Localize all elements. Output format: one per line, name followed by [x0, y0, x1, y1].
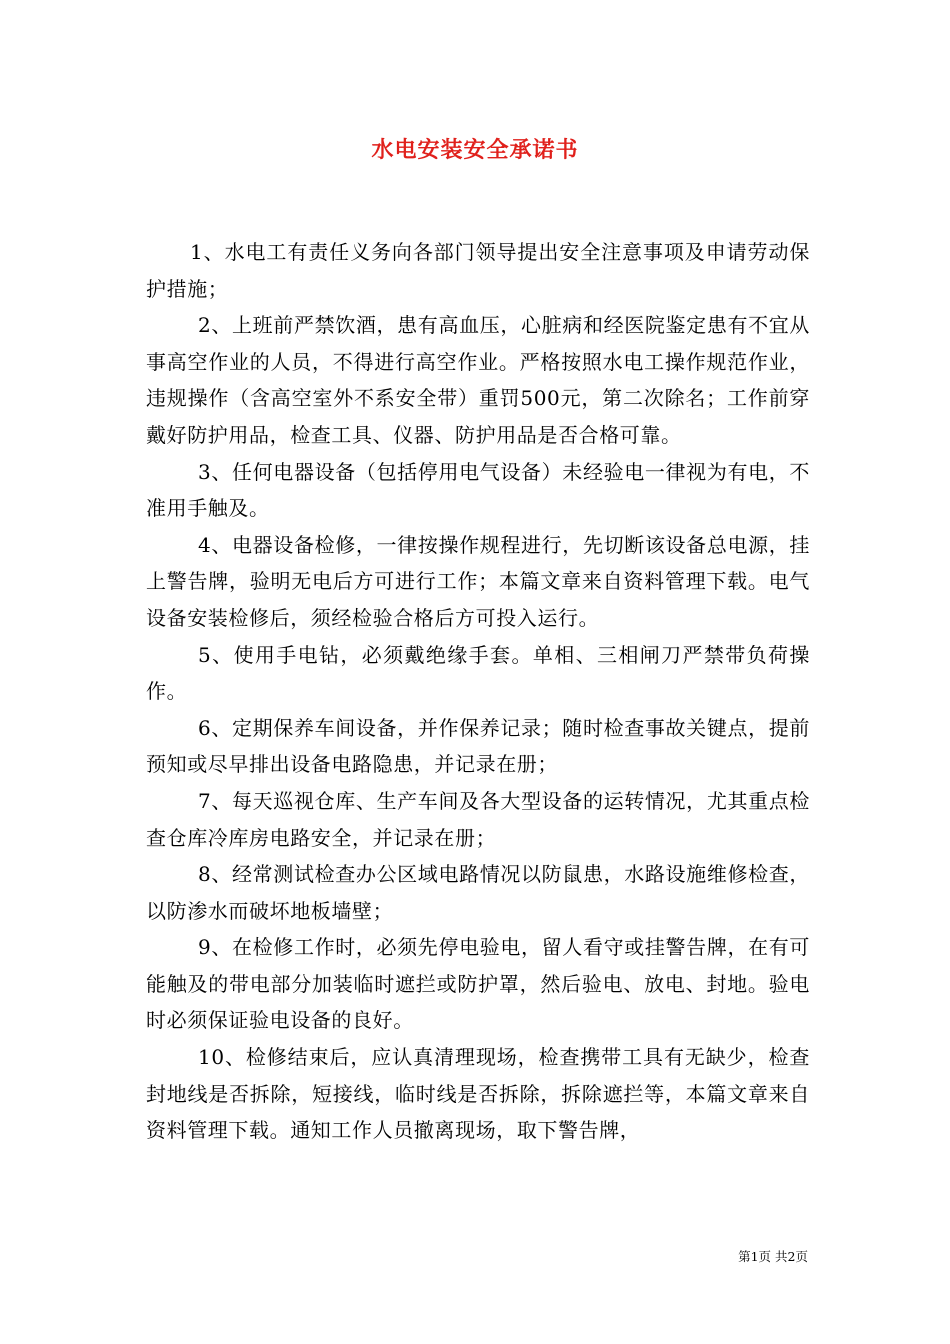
paragraph-5: 5、使用手电钻，必须戴绝缘手套。单相、三相闸刀严禁带负荷操作。: [146, 642, 810, 704]
paragraph-1: 1、水电工有责任义务向各部门领导提出安全注意事项及申请劳动保护措施；: [146, 240, 810, 301]
document-body: [146, 234, 810, 1149]
paragraph-4: 4、电器设备检修，一律按操作规程进行，先切断该设备总电源，挂上警告牌，验明无电后方可进行工作；本篇文章来自资料管理下载。电气设备安装检修后，须经检验合格后方可投入运行。: [146, 532, 810, 630]
paragraph-8: 8、经常测试检查办公区域电路情况以防鼠患，水路设施维修检查，以防渗水而破坏地板墙壁；: [146, 862, 810, 923]
paragraph-6: 6、定期保养车间设备，并作保养记录；随时检查事故关键点，提前预知或尽早排出设备电路隐患，并记录在册；: [146, 715, 810, 777]
document-title: 水电安装安全承诺书: [371, 137, 579, 163]
paragraph-10: 10、检修结束后，应认真清理现场，检查携带工具有无缺少，检查封地线是否拆除，短接线，临时线是否拆除，拆除遮拦等，本篇文章来自资料管理下载。通知工作人员撤离现场，取下警告牌，: [146, 1045, 810, 1143]
paragraph-7: 7、每天巡视仓库、生产车间及各大型设备的运转情况，尤其重点检查仓库冷库房电路安全，并记录在册；: [146, 788, 810, 850]
paragraph-2: 2、上班前严禁饮酒，患有高血压，心脏病和经医院鉴定患有不宜从事高空作业的人员，不得进行高空作业。严格按照水电工操作规范作业，违规操作（含高空室外不系安全带）重罚500元，第二次除名；工作前穿戴好防护用品，检查工具、仪器、防护用品是否合格可靠。: [146, 313, 810, 447]
paragraph-9: 9、在检修工作时，必须先停电验电，留人看守或挂警告牌，在有可能触及的带电部分加装临时遮拦或防护罩，然后验电、放电、封地。验电时必须保证验电设备的良好。: [146, 935, 810, 1033]
paragraph-3: 3、任何电器设备（包括停用电气设备）未经验电一律视为有电，不准用手触及。: [146, 459, 810, 521]
page-number-footer: 第1页 共2页: [738, 1249, 808, 1264]
